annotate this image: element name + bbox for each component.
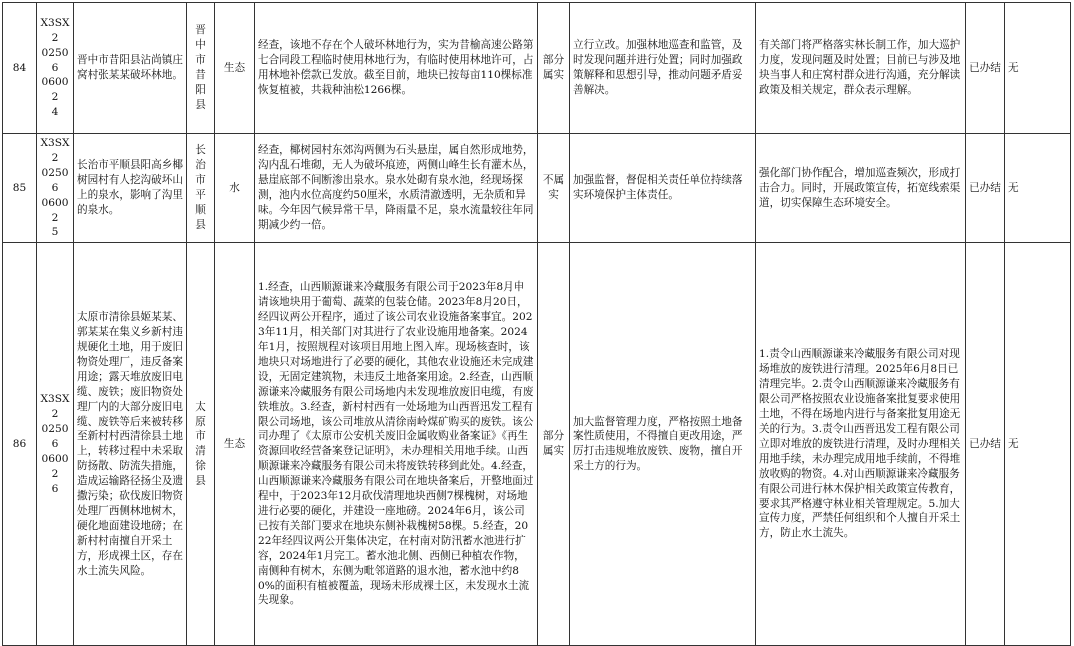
category: 生态 [215,3,255,134]
rectification-status: 强化部门协作配合，增加巡查频次，形成打击合力。同时，开展政策宣传，拓宽线索渠道，切实保障生态环境安全。 [756,134,966,243]
verdict: 部分属实 [538,243,570,646]
row-number: 85 [3,134,37,243]
case-code: X3SX2 02506 06002 5 [37,134,74,243]
region: 太原市清徐县 [187,243,215,646]
row-number: 86 [3,243,37,646]
issue-description: 长治市平顺县阳高乡椰树园村有人挖沟破坏山上的泉水，影响了沟里的泉水。 [74,134,187,243]
rectification-status: 有关部门将严格落实林长制工作，加大巡护力度，发现问题及时处置；目前已与涉及地块当事人和庄窝村群众进行沟通，充分解读政策及相关规定，群众表示理解。 [756,3,966,134]
handling-measures: 立行立改。加强林地巡查和监管，及时发现问题并进行处置；同时加强政策解释和思想引导，推动问题矛盾妥善解决。 [570,3,756,134]
category: 生态 [215,243,255,646]
category: 水 [215,134,255,243]
table-row [3,134,1071,243]
verdict: 部分属实 [538,3,570,134]
issue-description: 晋中市昔阳县沾尚镇庄窝村张某某破坏林地。 [74,3,187,134]
investigation-finding: 1.经查，山西顺源谦来冷藏服务有限公司于2023年8月申请该地块用于葡萄、蔬菜的包装仓储。2023年8月20日，经四议两公开程序，通过了该公司农业设施备案事宜。2023年11月，相关部门对其进行了农业设施用地备案。2024年1月，按照规程对该项目用地上图入库。现场核查时，该地块只对场地进行了必要的硬化，其他农业设施还未完成建设，无固定建筑物，未违反土地备案用途。2.经查，山西顺源谦来冷藏服务有限公司场地内未发现堆放废旧电缆，有废铁堆放。3.经查，新村村西有一处场地为山西晋迅发工程有限公司场地，该公司堆放从清徐南岭煤矿购买的废铁。该公司办理了《太原市公安机关废旧金属收购业备案证》《再生资源回收经营备案登记证明》，未办理相关用地手续。山西顺源谦来冷藏服务有限公司未将废铁转移到此处。4.经查，山西顺源谦来冷藏服务有限公司在地块备案后，开整地面过程中，于2023年12月砍伐清理地块西侧7棵槐树，对场地进行必要的硬化，并建设一座地磅。2024年6月，该公司已按有关部门要求在地块东侧补栽槐树58棵。5.经查，2022年经四议两公开集体决定，在村南对防汛蓄水池进行扩容，2024年1月完工。蓄水池北侧、西侧已种植农作物，南侧种有树木，东侧为毗邻道路的退水池，蓄水池中约80%的面积有植被覆盖，现场未形成裸土区，未发现水土流失现象。 [255,243,538,646]
complaint-table [2,2,1071,646]
row-number: 84 [3,3,37,134]
region: 晋中市昔阳县 [187,3,215,134]
case-status: 已办结 [966,3,1005,134]
verdict: 不属实 [538,134,570,243]
case-code: X3SX2 02506 06002 6 [37,243,74,646]
issue-description: 太原市清徐县姬某某、郭某某在集义乡新村违规硬化土地，用于废旧物资处理厂，违反备案用途；露天堆放废旧电缆、废铁；废旧物资处理厂内的大部分废旧电缆、废铁等后来被转移至新村村西清徐县土地上，转移过程中未采取防扬散、防流失措施，造成运输路径扬尘及遗撒污染；砍伐废旧物资处理厂西侧林地树木，硬化地面建设地磅；在新村村南擅自开采土方，形成裸土区，存在水土流失风险。 [74,243,187,646]
accountability: 无 [1005,134,1071,243]
region: 长治市平顺县 [187,134,215,243]
table-row [3,243,1071,646]
case-code: X3SX2 02506 06002 4 [37,3,74,134]
accountability: 无 [1005,243,1071,646]
investigation-finding: 经查，椰树园村东郊沟两侧为石头悬崖，属自然形成地势，沟内乱石堆砌，无人为破坏痕迹，两侧山峰生长有灌木丛，悬崖底部不间断渗出泉水。泉水处砌有泉水池，经现场探测，池内水位高度约50厘米，水质清澈透明，无杂质和异味。今年因气候异常干旱，降雨量不足，泉水流量较往年同期减少约一倍。 [255,134,538,243]
handling-measures: 加强监督，督促相关责任单位持续落实环境保护主体责任。 [570,134,756,243]
investigation-finding: 经查，该地不存在个人破坏林地行为，实为昔榆高速公路第七合同段工程临时使用林地行为，有临时使用林地许可，占用林地补偿款已发放。截至目前，地块已按每亩110棵标准恢复植被，共栽种油松1266棵。 [255,3,538,134]
rectification-status: 1.责令山西顺源谦来冷藏服务有限公司对现场堆放的废铁进行清理。2025年6月8日已清理完毕。2.责令山西顺源谦来冷藏服务有限公司严格按照农业设施备案批复要求使用土地，不得在场地内进行与备案批复用途无关的行为。3.责令山西晋迅发工程有限公司立即对堆放的废铁进行清理，及时办理相关用地手续，未办理完成用地手续前，不得堆放收购的物资。4.对山西顺源谦来冷藏服务有限公司进行林木保护相关政策宣传教育，要求其严格遵守林业相关管理规定。5.加大宣传力度，严禁任何组织和个人擅自开采土方，防止水土流失。 [756,243,966,646]
table-row [3,3,1071,134]
case-status: 已办结 [966,134,1005,243]
handling-measures: 加大监督管理力度，严格按照土地备案性质使用，不得擅自更改用途，严厉打击违规堆放废铁、废物，擅自开采土方的行为。 [570,243,756,646]
case-status: 已办结 [966,243,1005,646]
accountability: 无 [1005,3,1071,134]
